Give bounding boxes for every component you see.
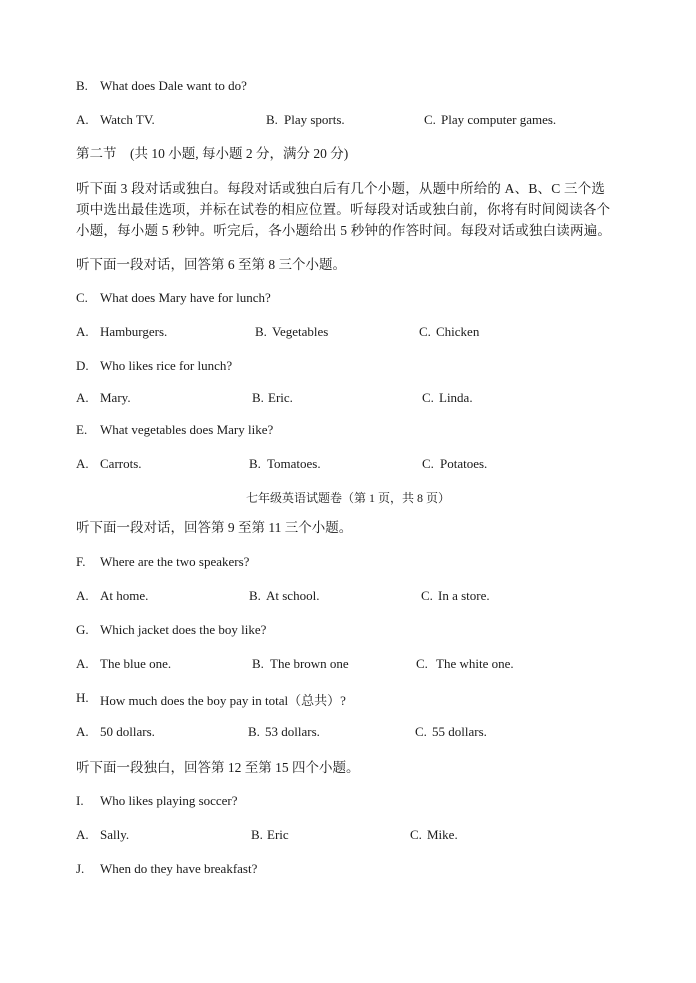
- option-label: C.: [416, 656, 428, 671]
- option-label: B.: [266, 112, 278, 127]
- question-letter: B.: [76, 78, 88, 93]
- option-label: A.: [76, 724, 89, 739]
- option-label: C.: [421, 588, 433, 603]
- section-instructions: [76, 178, 624, 241]
- option-label: C.: [415, 724, 427, 739]
- question-text: What vegetables does Mary like?: [100, 422, 274, 437]
- question-letter: D.: [76, 358, 89, 373]
- question-text: When do they have breakfast?: [100, 861, 258, 876]
- option-label: B.: [249, 588, 261, 603]
- option-text: Mike.: [427, 827, 458, 842]
- option-text: At home.: [100, 588, 149, 603]
- option-text: The white one.: [436, 656, 514, 671]
- option-text: The blue one.: [100, 656, 172, 671]
- question-text: What does Dale want to do?: [100, 78, 247, 93]
- option-text: 53 dollars.: [265, 724, 320, 739]
- option-text: Tomatoes.: [267, 456, 321, 471]
- option-text: Watch TV.: [100, 112, 155, 127]
- question-letter: I.: [76, 793, 84, 808]
- option-text: Eric.: [268, 390, 293, 405]
- option-label: A.: [76, 324, 89, 339]
- option-text: Carrots.: [100, 456, 142, 471]
- option-label: A.: [76, 656, 89, 671]
- option-text: 50 dollars.: [100, 724, 155, 739]
- question-letter: G.: [76, 622, 89, 637]
- option-label: A.: [76, 588, 89, 603]
- option-label: A.: [76, 827, 89, 842]
- listening-instruction: 听下面一段对话，回答第 6 至第 8 三个小题。: [76, 257, 346, 272]
- instruction-line: 小题，每小题 5 秒钟。听完后，各小题给出 5 秒钟的作答时间。每段对话或独白读两遍。: [76, 223, 612, 238]
- option-label: A.: [76, 456, 89, 471]
- instruction-line: 听下面 3 段对话或独白。每段对话或独白后有几个小题，从题中所给的 A、B、C 三个选: [76, 181, 606, 196]
- question-letter: H.: [76, 690, 89, 705]
- option-text: The brown one: [270, 656, 349, 671]
- option-label: C.: [424, 112, 436, 127]
- option-label: C.: [419, 324, 431, 339]
- option-label: A.: [76, 390, 89, 405]
- option-text: Potatoes.: [440, 456, 488, 471]
- option-text: Mary.: [100, 390, 131, 405]
- option-label: B.: [255, 324, 267, 339]
- option-label: A.: [76, 112, 89, 127]
- option-label: C.: [422, 456, 434, 471]
- option-label: C.: [422, 390, 434, 405]
- question-text: Where are the two speakers?: [100, 554, 250, 569]
- option-text: 55 dollars.: [432, 724, 487, 739]
- option-label: B.: [251, 827, 263, 842]
- question-text: What does Mary have for lunch?: [100, 290, 271, 305]
- question-text: Who likes playing soccer?: [100, 793, 238, 808]
- question-text: Which jacket does the boy like?: [100, 622, 267, 637]
- instruction-line: 项中选出最佳选项，并标在试卷的相应位置。听每段对话或独白前，你将有时间阅读各个: [76, 202, 611, 217]
- option-label: B.: [248, 724, 260, 739]
- option-label: B.: [252, 656, 264, 671]
- listening-instruction: 听下面一段对话，回答第 9 至第 11 三个小题。: [76, 520, 353, 535]
- page-footer: 七年级英语试题卷（第 1 页，共 8 页）: [245, 491, 450, 505]
- listening-instruction: 听下面一段独白，回答第 12 至第 15 四个小题。: [76, 760, 360, 775]
- question-text: Who likes rice for lunch?: [100, 358, 233, 373]
- option-text: In a store.: [438, 588, 490, 603]
- option-label: C.: [410, 827, 422, 842]
- section-heading: 第二节 (共 10 小题, 每小题 2 分，满分 20 分): [76, 146, 349, 161]
- option-text: Chicken: [436, 324, 480, 339]
- option-text: Linda.: [439, 390, 473, 405]
- option-label: B.: [252, 390, 264, 405]
- question-text: How much does the boy pay in total（总共）?: [100, 693, 346, 708]
- option-text: Sally.: [100, 827, 130, 842]
- option-text: Play computer games.: [441, 112, 557, 127]
- question-letter: C.: [76, 290, 88, 305]
- question-letter: F.: [76, 554, 86, 569]
- option-text: Eric: [267, 827, 289, 842]
- option-text: Vegetables: [272, 324, 329, 339]
- option-text: Hamburgers.: [100, 324, 168, 339]
- question-letter: J.: [76, 861, 85, 876]
- option-label: B.: [249, 456, 261, 471]
- question-letter: E.: [76, 422, 88, 437]
- option-text: At school.: [266, 588, 320, 603]
- option-text: Play sports.: [284, 112, 345, 127]
